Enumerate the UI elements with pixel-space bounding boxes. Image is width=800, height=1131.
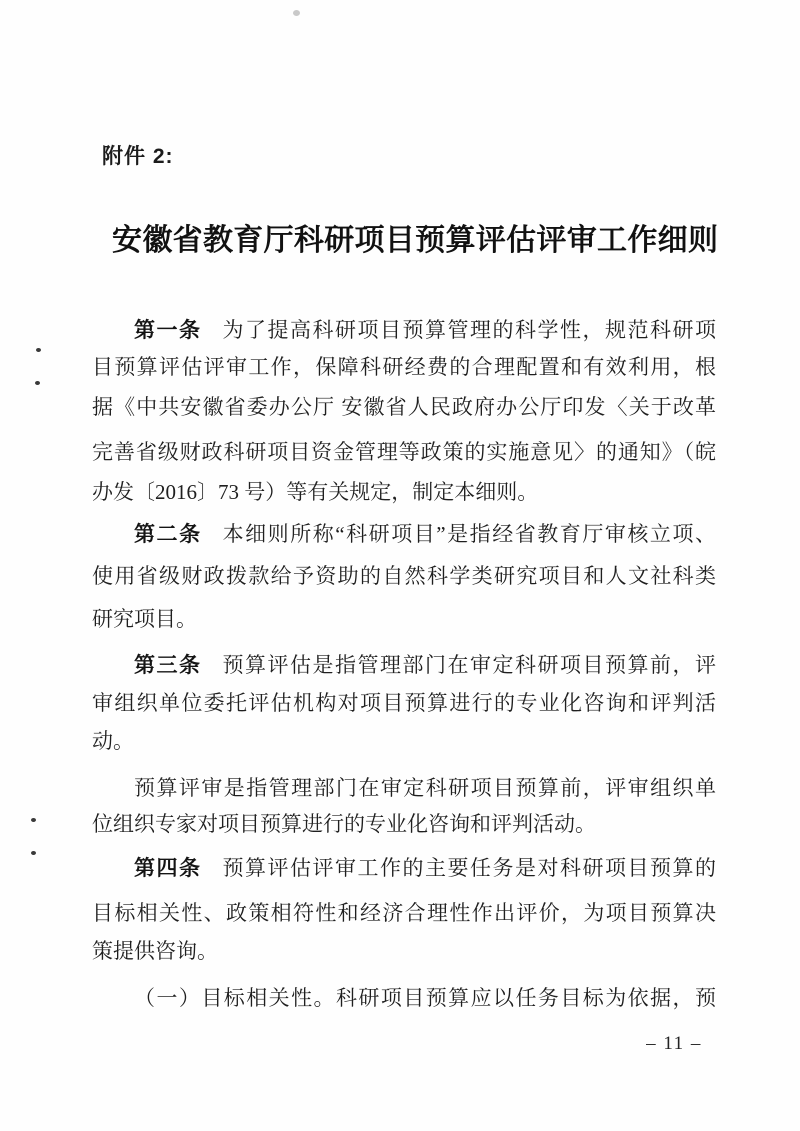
body-text: 为了提高科研项目预算管理的科学性，规范科研项 — [222, 318, 716, 342]
body-line: 目预算评估评审工作，保障科研经费的合理配置和有效利用，根 — [92, 355, 716, 379]
article-number: 第二条 — [134, 522, 202, 546]
body-line-article-1 — [92, 315, 716, 345]
body-line-article-3 — [92, 650, 716, 680]
body-line: 预算评审是指管理部门在审定科研项目预算前，评审组织单 — [134, 776, 716, 800]
body-text: 预算评估评审工作的主要任务是对科研项目预算的 — [222, 856, 716, 880]
body-line: 目标相关性、政策相符性和经济合理性作出评价，为项目预算决 — [92, 901, 716, 925]
body-line: 审组织单位委托评估机构对项目预算进行的专业化咨询和评判活 — [92, 691, 716, 715]
body-line: 位组织专家对项目预算进行的专业化咨询和评判活动。 — [92, 812, 596, 836]
scan-artifact-dot — [31, 818, 36, 822]
body-line: 研究项目。 — [92, 607, 197, 631]
body-line-article-2 — [92, 519, 716, 549]
body-line: 完善省级财政科研项目资金管理等政策的实施意见〉的通知》（皖 — [92, 440, 716, 464]
article-number: 第一条 — [134, 318, 202, 342]
scan-artifact-dot — [31, 851, 36, 855]
body-line: 动。 — [92, 729, 134, 753]
body-line: 策提供咨询。 — [92, 939, 218, 963]
body-line: 办发〔2016〕73 号）等有关规定，制定本细则。 — [92, 480, 539, 504]
scan-artifact-dot — [36, 348, 41, 352]
body-line: （一）目标相关性。科研项目预算应以任务目标为依据，预 — [134, 986, 716, 1010]
scan-artifact-dot — [293, 10, 300, 16]
body-text: 预算评估是指管理部门在审定科研项目预算前，评 — [222, 653, 716, 677]
body-line: 使用省级财政拨款给予资助的自然科学类研究项目和人文社科类 — [92, 564, 716, 588]
document-title: 安徽省教育厅科研项目预算评估评审工作细则 — [112, 224, 718, 257]
body-line: 据《中共安徽省委办公厅 安徽省人民政府办公厅印发〈关于改革 — [92, 395, 716, 419]
article-number: 第三条 — [134, 653, 202, 677]
page-number: – 11 – — [646, 1033, 702, 1054]
body-line-article-4 — [92, 853, 716, 883]
body-text: 本细则所称“科研项目”是指经省教育厅审核立项、 — [222, 522, 717, 546]
article-number: 第四条 — [134, 856, 202, 880]
scan-artifact-dot — [35, 381, 40, 385]
attachment-label: 附件 2: — [102, 145, 174, 168]
